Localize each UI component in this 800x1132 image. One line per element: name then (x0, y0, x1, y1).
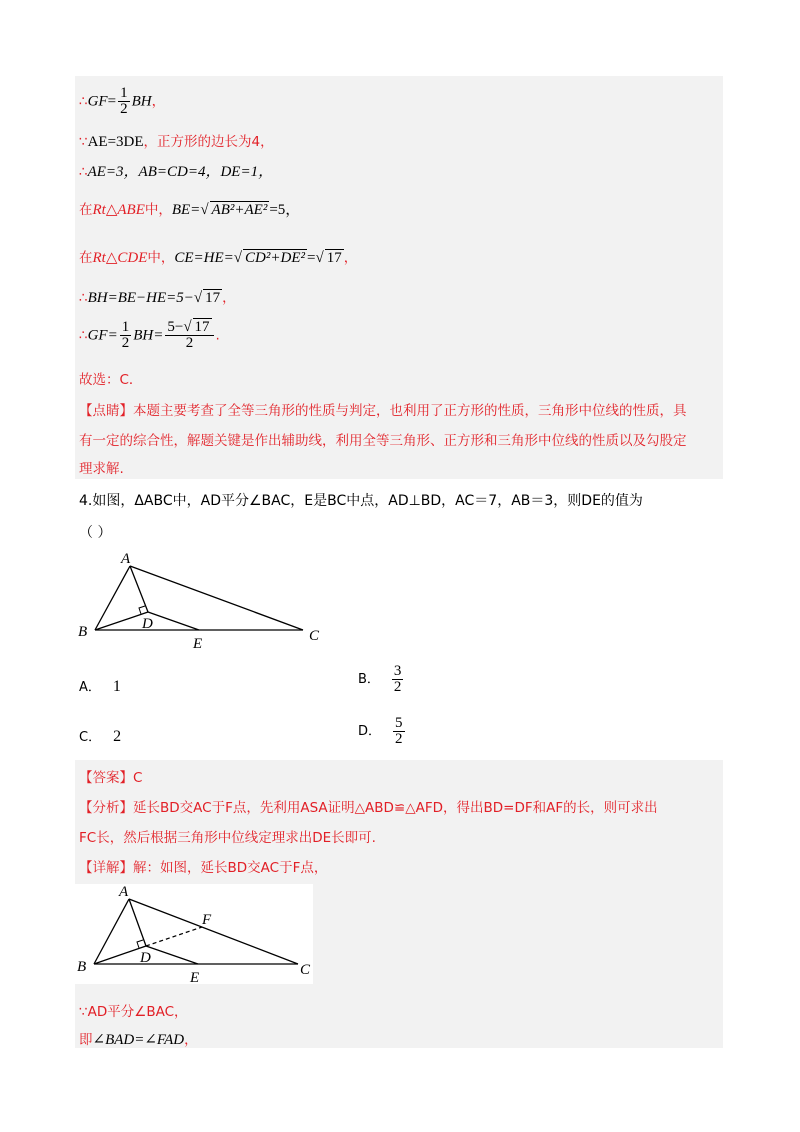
step-prefix: 在 (79, 250, 93, 266)
punct: ， (151, 93, 166, 110)
frac-num: 1 (120, 85, 128, 101)
step-ad-bisects: ∵AD平分∠BAC， (79, 1004, 188, 1020)
frac-den: 2 (120, 101, 128, 117)
step-gf-result (79, 320, 220, 351)
option-letter: B． (358, 672, 380, 687)
label-f: F (202, 912, 212, 928)
radicand: 17 (205, 290, 221, 306)
fraction-half (118, 86, 130, 117)
option-fraction (392, 664, 404, 695)
frac-num: 3 (393, 663, 402, 679)
math-lhs: GF= (87, 327, 118, 344)
option-letter: C． (79, 730, 102, 745)
frac-den: 2 (185, 335, 194, 351)
comment-line-2: 有一定的综合性，解题关键是作出辅助线，利用全等三角形、正方形和三角形中位线的性质以及勾股定 (79, 433, 687, 449)
option-fraction (393, 716, 405, 747)
radicand: CD²+DE² (245, 250, 305, 266)
option-letter: D． (358, 724, 382, 739)
frac-den: 2 (121, 335, 130, 351)
option-value: 2 (113, 728, 122, 745)
math-expr: BH=BE−HE=5− (87, 290, 194, 306)
label-e: E (190, 970, 200, 984)
option-a[interactable] (79, 676, 121, 696)
option-b[interactable] (358, 664, 405, 695)
step-bh: ∴BH=BE−HE=5−√ 17 ， (79, 290, 236, 306)
step-text: 中， (144, 202, 172, 218)
math-lhs: GF (87, 93, 108, 110)
label-a: A (119, 884, 129, 900)
triangle-name: Rt△CDE (92, 250, 148, 266)
fraction-half (120, 320, 132, 351)
therefore-symbol: ∴ (79, 327, 88, 344)
step-be: 在Rt△ABE中，BE=√ AB²+AE² =5， (79, 202, 301, 218)
math-lhs: CE=HE= (174, 250, 234, 266)
label-a: A (121, 551, 131, 567)
math-rhs: BH (131, 93, 152, 110)
therefore-symbol: ∴ (79, 93, 88, 110)
math-lhs: BE= (171, 202, 201, 218)
option-d[interactable] (358, 716, 407, 747)
label-c: C (300, 962, 311, 978)
frac-num-a: 5− (167, 319, 184, 335)
radicand: AB²+AE² (211, 202, 268, 218)
fraction-result (165, 320, 213, 351)
frac-num: 1 (121, 319, 130, 335)
label-b: B (77, 959, 87, 975)
because-symbol: ∵ (79, 134, 88, 150)
label-d: D (140, 950, 151, 966)
radicand: 17 (326, 250, 342, 266)
option-c[interactable] (79, 726, 121, 746)
triangle-figure-1 (75, 548, 335, 654)
math-expr: AE=3，AB=CD=4，DE=1， (87, 164, 274, 180)
segment-ad (130, 566, 148, 612)
equals: = (306, 250, 316, 266)
radicand: 17 (194, 319, 210, 335)
answer-line: 【答案】C (79, 770, 143, 786)
step-ae-3de (79, 130, 274, 151)
triangle-name: Rt△ABE (92, 202, 145, 218)
punct: ， (222, 290, 236, 306)
label-e: E (193, 636, 203, 652)
comment-line-1: 【点睛】本题主要考查了全等三角形的性质与判定，也利用了正方形的性质，三角形中位线的性质，具 (79, 403, 687, 419)
step-prefix: 即 (79, 1032, 93, 1048)
step-prefix: 在 (79, 202, 93, 218)
math-mid: BH= (133, 327, 164, 344)
math-expr: ∠BAD=∠FAD (92, 1032, 185, 1048)
math-rhs: =5， (269, 202, 301, 218)
frac-num: 5 (395, 715, 403, 731)
choose-c: 故选：C． (79, 372, 143, 388)
analysis-line-1: 【分析】延长BD交AC于F点，先利用ASA证明△ABD≌△AFD，得出BD=DF和AF的长，则可求出 (79, 800, 658, 816)
frac-num: 5−√ 17 (165, 320, 213, 336)
punct: . (215, 327, 220, 344)
label-d: D (142, 616, 153, 632)
step-text: 中， (147, 250, 175, 266)
comment-line-3: 理求解. (79, 461, 124, 477)
therefore-symbol: ∴ (79, 290, 88, 306)
segment-de (148, 612, 199, 630)
option-value: 1 (112, 678, 121, 695)
frac-den: 2 (395, 731, 403, 747)
step-angle-equal (79, 1028, 198, 1049)
label-b: B (78, 624, 88, 640)
detail-line: 【详解】解：如图，延长BD交AC于F点， (79, 860, 328, 876)
side-ac (130, 566, 303, 630)
step-text: ，正方形的边长为4， (143, 134, 274, 150)
punct: ， (184, 1032, 198, 1048)
step-lengths (79, 160, 273, 181)
frac-den: 2 (393, 679, 402, 695)
step-gf-half-bh: ∴GF= $\frac{1}{2}$ BH， (79, 85, 166, 117)
question-blank: （ ） (79, 525, 112, 541)
triangle-figure-2 (75, 884, 313, 984)
therefore-symbol: ∴ (79, 164, 88, 180)
math-expr: AE=3DE (87, 134, 144, 150)
punct: ， (343, 250, 358, 266)
option-letter: A． (79, 680, 101, 695)
step-ce-he: 在Rt△CDE中，CE=HE=√ CD²+DE² =√ 17 ， (79, 250, 358, 266)
analysis-line-2: FC长，然后根据三角形中位线定理求出DE长即可. (79, 830, 376, 846)
label-c: C (309, 628, 320, 644)
question-text: 4.如图，ΔABC中，AD平分∠BAC，E是BC中点，AD⊥BD，AC＝7，AB＝3，则DE的值为 (79, 493, 643, 509)
